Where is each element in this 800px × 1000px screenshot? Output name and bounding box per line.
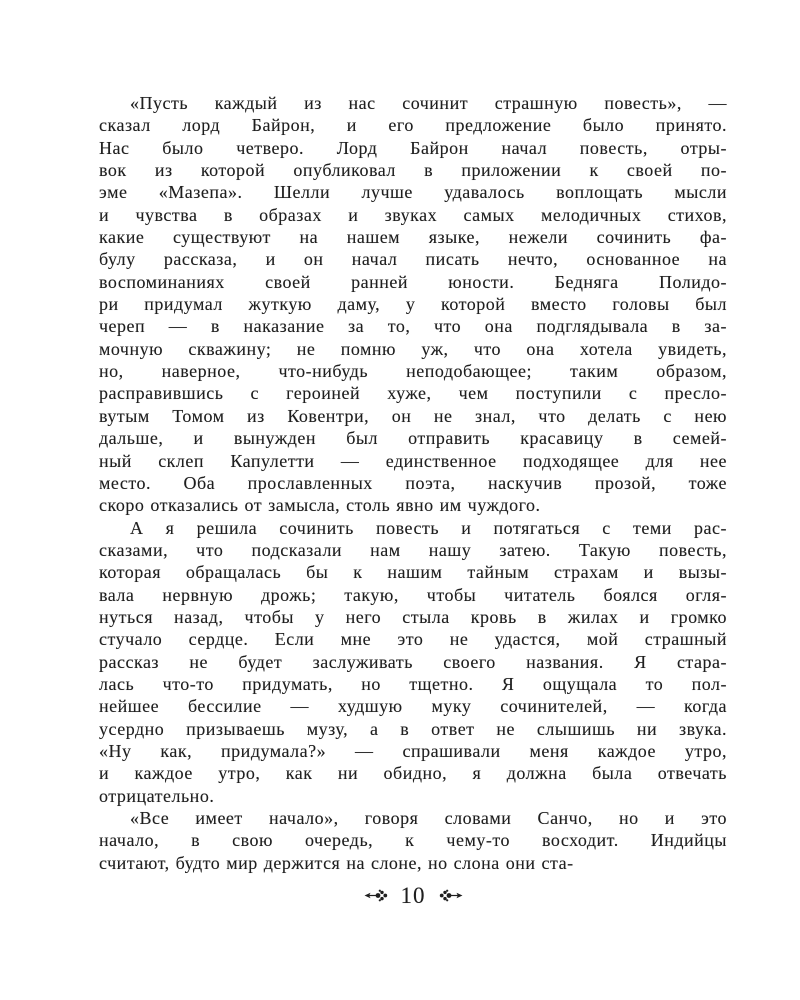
text-line: какие существуют на нашем языке, нежели сочинить фа- bbox=[99, 227, 727, 248]
text-line: но, наверное, что-нибудь неподобающее; таким образом, bbox=[99, 361, 727, 382]
text-line: сказами, что подсказали нам нашу затею. Такую повесть, bbox=[99, 539, 727, 560]
text-line: место. Оба прославленных поэта, наскучив прозой, тоже bbox=[99, 472, 727, 493]
text-line: нейшее бессилие — худшую муку сочинителей, — когда bbox=[99, 696, 727, 717]
text-line: булу рассказа, и он начал писать нечто, основанное на bbox=[99, 249, 727, 270]
page-footer bbox=[99, 883, 727, 908]
text-line: и чувства в образах и звуках самых мелодичных стихов, bbox=[99, 204, 727, 225]
text-line: вутым Томом из Ковентри, он не знал, что делать с нею bbox=[99, 405, 727, 426]
text-line: и каждое утро, как ни обидно, я должна была отвечать bbox=[99, 763, 727, 784]
text-line: вок из которой опубликовал в приложении к своей по- bbox=[99, 160, 727, 181]
text-line: лась что-то придумать, но тщетно. Я ощущала то пол- bbox=[99, 673, 727, 694]
text-line: «Ну как, придумала?» — спрашивали меня каждое утро, bbox=[99, 740, 727, 761]
text-line: Нас было четверо. Лорд Байрон начал повесть, отры- bbox=[99, 137, 727, 158]
text-line: череп — в наказание за то, что она подглядывала в за- bbox=[99, 316, 727, 337]
ornament-right-icon bbox=[439, 889, 463, 902]
text-line: расправившись с героиней хуже, чем поступили с пресло- bbox=[99, 383, 727, 404]
text-line: нуться назад, чтобы у него стыла кровь в жилах и громко bbox=[99, 606, 727, 627]
text-line: которая обращалась бы к нашим тайным страхам и вызы- bbox=[99, 562, 727, 583]
text-line: «Пусть каждый из нас сочинит страшную повесть», — bbox=[130, 93, 727, 113]
text-line: начало, в свою очередь, к чему-то восходит. Индийцы bbox=[99, 830, 727, 851]
text-line: стучало сердце. Если мне это не удастся, мой страшный bbox=[99, 629, 727, 650]
text-line: скоро отказались от замысла, столь явно им чуждого. bbox=[99, 495, 541, 516]
text-line: воспоминаниях своей ранней юности. Бедняга Полидо- bbox=[99, 271, 727, 292]
ornament-left-icon bbox=[364, 889, 388, 902]
text-line: мочную скважину; не помню уж, что она хотела увидеть, bbox=[99, 338, 727, 359]
text-line: вала нервную дрожь; такую, чтобы читатель боялся огля- bbox=[99, 584, 727, 605]
text-line: дальше, и вынужден был отправить красавицу в семей- bbox=[99, 428, 727, 449]
text-line: считают, будто мир держится на слоне, но слона они ста- bbox=[99, 852, 574, 873]
text-line: эме «Мазепа». Шелли лучше удавалось воплощать мысли bbox=[99, 182, 727, 203]
text-line: ный склеп Капулетти — единственное подходящее для нее bbox=[99, 450, 727, 471]
text-line: рассказ не будет заслуживать своего названия. Я стара- bbox=[99, 651, 727, 672]
text-line: сказал лорд Байрон, и его предложение было принято. bbox=[99, 115, 727, 136]
text-line: «Все имеет начало», говоря словами Санчо, но и это bbox=[130, 808, 727, 828]
text-line: отрицательно. bbox=[99, 785, 215, 806]
text-line: усердно призываешь музу, а в ответ не слышишь ни звука. bbox=[99, 718, 727, 739]
text-line: ри придумал жуткую даму, у которой вместо головы был bbox=[99, 294, 727, 315]
text-line: А я решила сочинить повесть и потягаться с теми рас- bbox=[130, 517, 727, 538]
page-number: 10 bbox=[400, 883, 426, 908]
page-text bbox=[99, 92, 727, 874]
